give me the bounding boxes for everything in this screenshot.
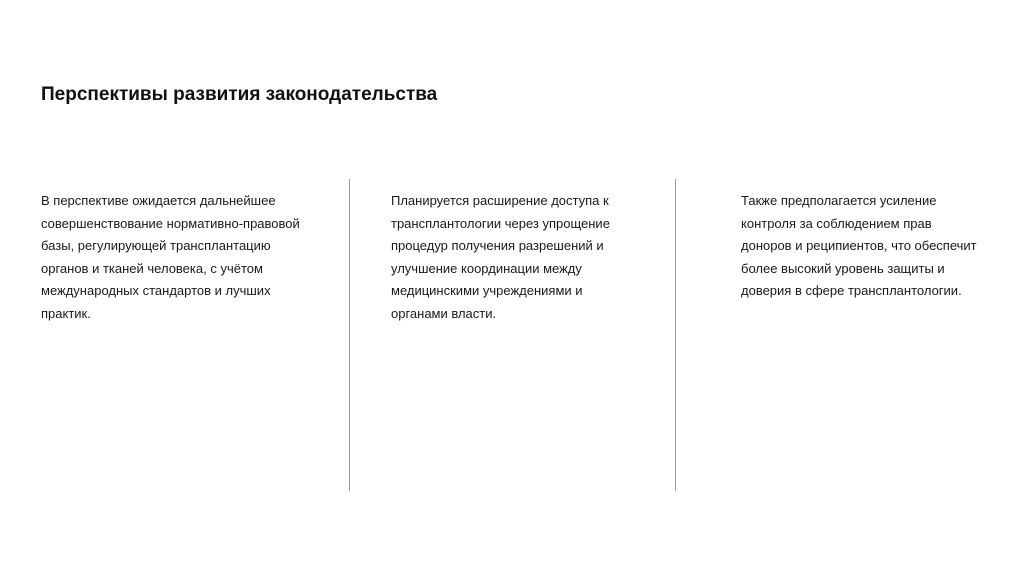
column-2-text: Планируется расширение доступа к трансплантологии через упрощение процедур получения разрешений и улучшение координации между медицинскими учреждениями и органами власти. xyxy=(391,193,610,321)
column-3-text: Также предполагается усиление контроля за соблюдением прав доноров и реципиентов, что обеспечит более высокий уровень защиты и доверия в сфере трансплантологии. xyxy=(741,193,977,298)
column-divider-2 xyxy=(675,179,676,491)
column-divider-1 xyxy=(349,179,350,491)
column-1-text: В перспективе ожидается дальнейшее совершенствование нормативно-правовой базы, регулирующей трансплантацию органов и тканей человека, с учётом международных стандартов и лучших практик. xyxy=(41,193,300,321)
slide-title: Перспективы развития законодательства xyxy=(41,84,438,105)
